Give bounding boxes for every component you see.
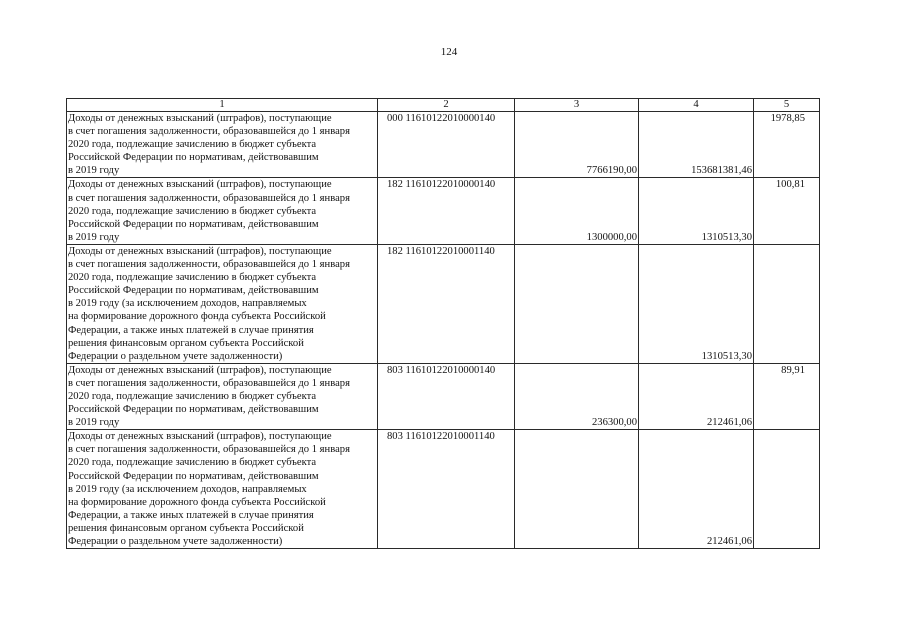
description-line: 2020 года, подлежащие зачислению в бюджет субъекта: [68, 390, 317, 402]
row-description: [67, 363, 378, 429]
row-col5-value: 100,81: [754, 178, 820, 244]
description-line: Федерации, а также иных платежей в случае принятия: [68, 324, 314, 336]
description-line: на формирование дорожного фонда субъекта Российской: [68, 311, 326, 323]
description-line: 2020 года, подлежащие зачислению в бюджет субъекта: [68, 139, 317, 151]
description-line: в счет погашения задолженности, образовавшейся до 1 января: [68, 259, 350, 271]
row-col4-value: 1310513,30: [639, 178, 754, 244]
description-line: Доходы от денежных взысканий (штрафов), поступающие: [68, 113, 332, 124]
row-col3-value: 1300000,00: [515, 178, 639, 244]
description-line: на формирование дорожного фонда субъекта Российской: [68, 496, 326, 508]
row-col5-value: 1978,85: [754, 112, 820, 178]
description-line: Федерации о раздельном учете задолженности): [68, 350, 283, 362]
table-row: [67, 244, 820, 363]
header-col-2: 2: [378, 99, 515, 112]
header-col-3: 3: [515, 99, 639, 112]
description-line: Федерации, а также иных платежей в случае принятия: [68, 509, 314, 521]
row-col5-value: 89,91: [754, 363, 820, 429]
description-line: Российской Федерации по нормативам, действовавшим: [68, 470, 319, 482]
row-col3-value: [515, 430, 639, 549]
header-row: [67, 99, 820, 112]
row-col4-value: 212461,06: [639, 430, 754, 549]
description-line: решения финансовым органом субъекта Российской: [68, 522, 304, 534]
description-line: Доходы от денежных взысканий (штрафов), поступающие: [68, 364, 332, 376]
description-line: решения финансовым органом субъекта Российской: [68, 337, 304, 349]
description-line: Доходы от денежных взысканий (штрафов), поступающие: [68, 431, 332, 443]
row-code: 182 11610122010001140: [378, 244, 515, 363]
row-code: 803 11610122010000140: [378, 363, 515, 429]
description-line: Федерации о раздельном учете задолженности): [68, 536, 283, 547]
description-line: в счет погашения задолженности, образовавшейся до 1 января: [68, 126, 350, 138]
description-line: в 2019 году (за исключением доходов, направляемых: [68, 298, 307, 310]
row-description: [67, 178, 378, 244]
description-line: в 2019 году (за исключением доходов, направляемых: [68, 483, 307, 495]
row-description: [67, 244, 378, 363]
header-col-5: 5: [754, 99, 820, 112]
row-col4-value: 212461,06: [639, 363, 754, 429]
row-description: [67, 112, 378, 178]
table-row: [67, 178, 820, 244]
row-code: 803 11610122010001140: [378, 430, 515, 549]
description-line: в счет погашения задолженности, образовавшейся до 1 января: [68, 377, 350, 389]
description-line: в счет погашения задолженности, образовавшейся до 1 января: [68, 444, 350, 456]
revenue-table: [66, 98, 820, 549]
page-number: 124: [440, 46, 458, 58]
description-line: в 2019 году: [68, 231, 120, 243]
description-line: в 2019 году: [68, 165, 120, 177]
description-line: 2020 года, подлежащие зачислению в бюджет субъекта: [68, 272, 317, 284]
description-line: Российской Федерации по нормативам, действовавшим: [68, 218, 319, 230]
row-col4-value: 153681381,46: [639, 112, 754, 178]
description-line: Доходы от денежных взысканий (штрафов), поступающие: [68, 179, 332, 191]
row-description: [67, 430, 378, 549]
table-row: [67, 112, 820, 178]
row-col3-value: 7766190,00: [515, 112, 639, 178]
table-row: [67, 363, 820, 429]
description-line: Доходы от денежных взысканий (штрафов), поступающие: [68, 245, 332, 257]
table-row: [67, 430, 820, 549]
header-col-1: 1: [67, 99, 378, 112]
row-code: 000 11610122010000140: [378, 112, 515, 178]
description-line: 2020 года, подлежащие зачислению в бюджет субъекта: [68, 457, 317, 469]
description-line: в 2019 году: [68, 417, 120, 429]
row-col3-value: 236300,00: [515, 363, 639, 429]
description-line: в счет погашения задолженности, образовавшейся до 1 января: [68, 192, 350, 204]
row-col3-value: [515, 244, 639, 363]
description-line: Российской Федерации по нормативам, действовавшим: [68, 404, 319, 416]
description-line: 2020 года, подлежащие зачислению в бюджет субъекта: [68, 205, 317, 217]
description-line: Российской Федерации по нормативам, действовавшим: [68, 285, 319, 297]
row-code: 182 11610122010000140: [378, 178, 515, 244]
header-col-4: 4: [639, 99, 754, 112]
row-col5-value: [754, 244, 820, 363]
row-col5-value: [754, 430, 820, 549]
row-col4-value: 1310513,30: [639, 244, 754, 363]
description-line: Российской Федерации по нормативам, действовавшим: [68, 152, 319, 164]
